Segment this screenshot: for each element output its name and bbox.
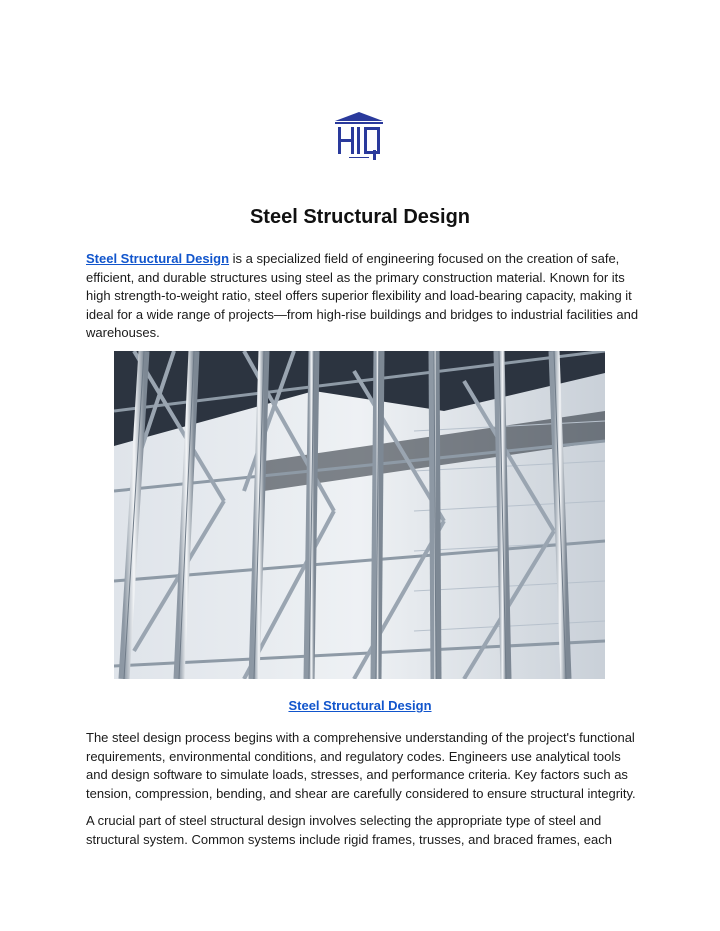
steel-structural-design-link[interactable]: Steel Structural Design	[86, 251, 230, 266]
company-logo	[331, 110, 387, 162]
caption-link[interactable]: Steel Structural Design	[288, 698, 432, 713]
body-paragraph-1: The steel design process begins with a comprehensive understanding of the project's functional requirements, environmental conditions, and regulatory codes. Engineers use analytical tools and design software to simulate loads, stresses, and performance criteria. Key factors such as tension, compression, bending, and shear are carefully considered to ensure structural integrity.	[86, 730, 636, 801]
body-paragraph-2: A crucial part of steel structural design involves selecting the appropriate type of steel and structural system. Common systems include rigid frames, trusses, and braced frames, each	[86, 813, 612, 847]
page-title: Steel Structural Design	[249, 206, 471, 228]
steel-structure-photo	[114, 351, 605, 679]
intro-text: is a specialized field of engineering focused on the creation of safe, efficient, and durable structures using steel as the primary construction material. Known for its high strength-to-weight ratio, steel offers superior flexibility and load-bearing capacity, making it ideal for a wide range of projects—from high-rise buildings and bridges to industrial facilities and warehouses.	[86, 251, 639, 341]
image-caption	[0, 698, 720, 713]
intro-paragraph	[86, 250, 642, 343]
